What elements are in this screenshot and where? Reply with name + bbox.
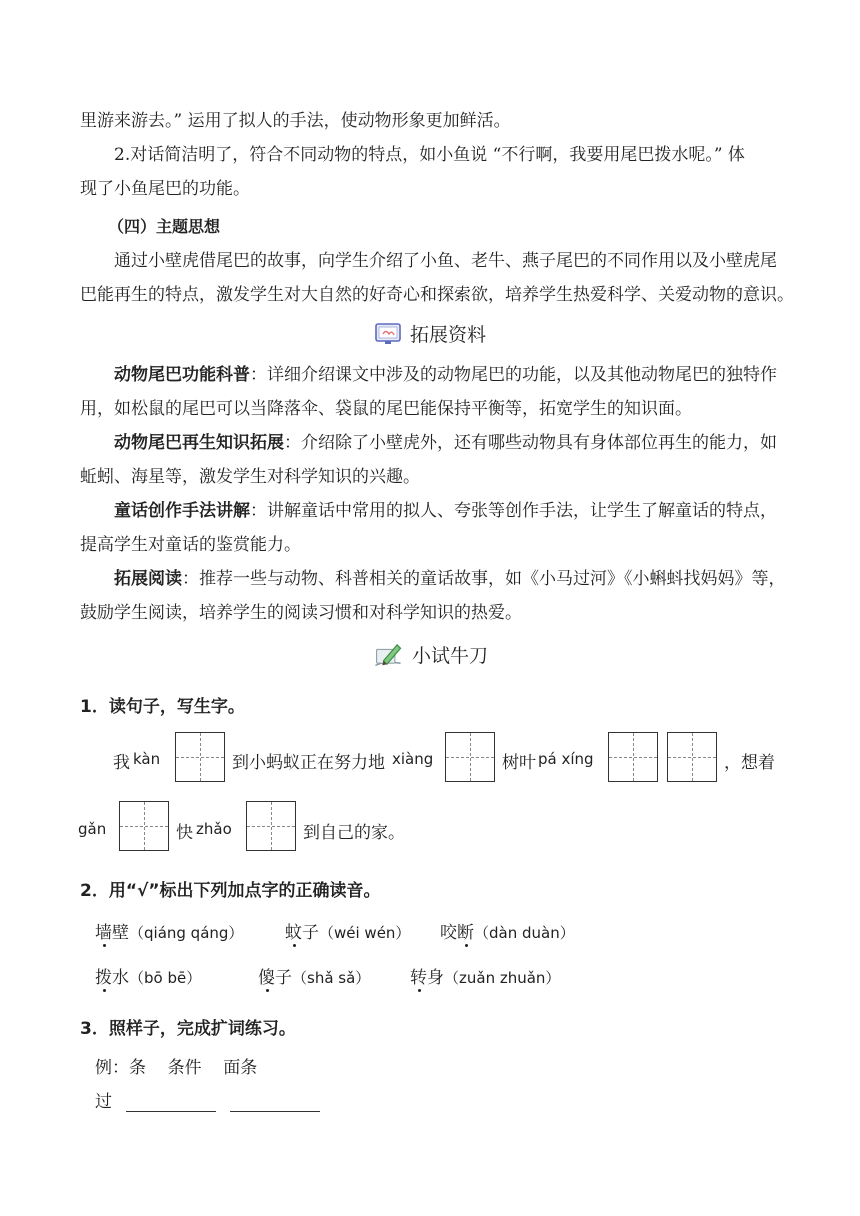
q1-text-1: 我 xyxy=(113,753,130,773)
q3-exercise: 过 xyxy=(95,1087,320,1112)
extension-heading xyxy=(0,320,860,347)
pencil-writing-icon xyxy=(372,640,404,668)
analysis-para-2-line-2: 现了小鱼尾巴的功能。 xyxy=(80,179,250,199)
q2-item-1: 墙壁（qiáng qáng） xyxy=(95,918,243,943)
question-3: 3．照样子，完成扩词练习。 xyxy=(80,1019,296,1039)
practice-title: 小试牛刀 xyxy=(411,644,488,667)
q1-text-6: 到自己的家。 xyxy=(303,823,405,843)
extension-item-1-line-1: 动物尾巴功能科普：详细介绍课文中涉及的动物尾巴的功能，以及其他动物尾巴的独特作 xyxy=(114,365,777,385)
q1-text-4: ，想着 xyxy=(724,753,775,773)
q1-text-2: 到小蚂蚁正在努力地 xyxy=(232,753,385,773)
q1-pinyin-3: pá xíng xyxy=(538,750,594,768)
extension-item-2-line-1: 动物尾巴再生知识拓展：介绍除了小壁虎外，还有哪些动物具有身体部位再生的能力，如 xyxy=(114,433,777,453)
answer-blank-1[interactable] xyxy=(126,1095,216,1112)
q1-text-5: 快 xyxy=(176,823,193,843)
extension-item-1-line-2: 用，如松鼠的尾巴可以当降落伞、袋鼠的尾巴能保持平衡等，拓宽学生的知识面。 xyxy=(80,399,692,419)
extension-title: 拓展资料 xyxy=(409,324,486,346)
writing-grid-1[interactable] xyxy=(175,732,225,782)
extension-item-3-line-1: 童话创作手法讲解：讲解童话中常用的拟人、夸张等创作手法，让学生了解童话的特点， xyxy=(114,501,777,521)
section-heading-theme: （四）主题思想 xyxy=(108,217,221,236)
q2-item-2: 蚊子（wéi wén） xyxy=(285,918,410,943)
writing-grid-5[interactable] xyxy=(119,801,169,851)
question-2: 2．用“√”标出下列加点字的正确读音。 xyxy=(80,881,381,901)
monitor-icon xyxy=(374,322,402,346)
analysis-para-2-line-1: 2.对话简洁明了，符合不同动物的特点，如小鱼说 “不行啊，我要用尾巴拨水呢。” 体 xyxy=(114,145,745,165)
writing-grid-4[interactable] xyxy=(667,732,717,782)
writing-grid-6[interactable] xyxy=(246,801,296,851)
practice-heading xyxy=(0,640,860,668)
extension-item-4-line-2: 鼓励学生阅读，培养学生的阅读习惯和对科学知识的热爱。 xyxy=(80,603,522,623)
theme-para-line-1: 通过小壁虎借尾巴的故事，向学生介绍了小鱼、老牛、燕子尾巴的不同作用以及小壁虎尾 xyxy=(114,251,777,271)
theme-para-line-2: 巴能再生的特点，激发学生对大自然的好奇心和探索欲，培养学生热爱科学、关爱动物的意识。 xyxy=(80,285,794,305)
question-1: 1．读句子，写生字。 xyxy=(80,697,245,717)
q1-text-3: 树叶 xyxy=(502,753,536,773)
extension-item-2-line-2: 蚯蚓、海星等，激发学生对科学知识的兴趣。 xyxy=(80,467,420,487)
writing-grid-2[interactable] xyxy=(445,732,495,782)
analysis-para-1-tail: 里游来游去。” 运用了拟人的手法，使动物形象更加鲜活。 xyxy=(80,111,511,131)
extension-item-4-line-1: 拓展阅读：推荐一些与动物、科普相关的童话故事，如《小马过河》《小蝌蚪找妈妈》等， xyxy=(114,569,786,589)
q1-pinyin-5: zhǎo xyxy=(196,820,232,838)
q2-item-4: 拨水（bō bē） xyxy=(95,963,201,988)
q2-item-6: 转身（zuǎn zhuǎn） xyxy=(410,963,560,988)
answer-blank-2[interactable] xyxy=(230,1095,320,1112)
q1-pinyin-4: gǎn xyxy=(78,820,107,838)
extension-item-3-line-2: 提高学生对童话的鉴赏能力。 xyxy=(80,535,301,555)
q3-example: 例：条 条件 面条 xyxy=(95,1058,258,1078)
q1-pinyin-2: xiàng xyxy=(392,750,434,768)
q2-item-3: 咬断（dàn duàn） xyxy=(440,918,575,943)
q1-pinyin-1: kàn xyxy=(133,750,161,768)
writing-grid-3[interactable] xyxy=(608,732,658,782)
q2-item-5: 傻子（shǎ sǎ） xyxy=(258,963,370,988)
